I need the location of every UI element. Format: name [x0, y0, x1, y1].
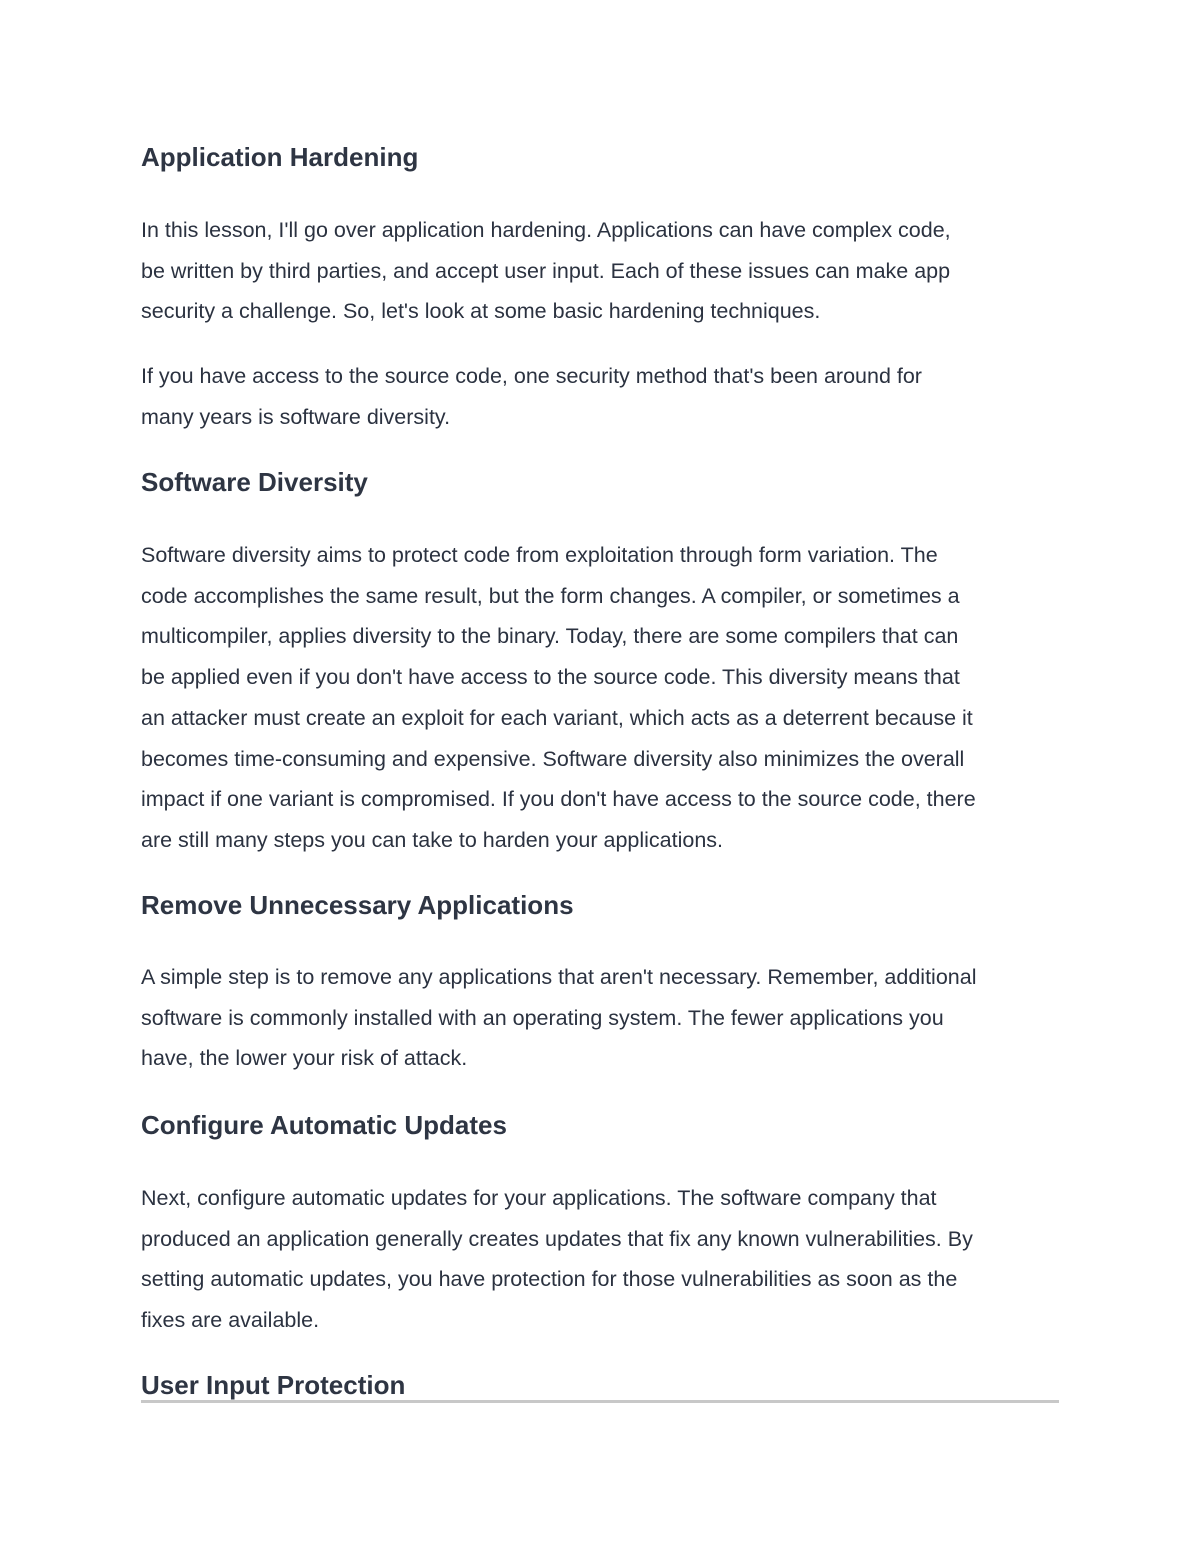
section-divider — [141, 1400, 1059, 1403]
heading-software-diversity: Software Diversity — [141, 467, 368, 497]
text-line: software is commonly installed with an operating system. The fewer applications you — [141, 1005, 944, 1030]
paragraph-intro — [141, 210, 951, 332]
heading-configure-automatic-updates: Configure Automatic Updates — [141, 1110, 507, 1140]
text-line: impact if one variant is compromised. If you don't have access to the source code, there — [141, 787, 976, 812]
paragraph-configure-updates — [141, 1178, 973, 1341]
text-line: In this lesson, I'll go over application hardening. Applications can have complex code, — [141, 218, 951, 242]
text-line: multicompiler, applies diversity to the binary. Today, there are some compilers that can — [141, 624, 959, 649]
text-line: code accomplishes the same result, but the form changes. A compiler, or sometimes a — [141, 583, 960, 608]
text-line: If you have access to the source code, one security method that's been around for — [141, 364, 922, 388]
paragraph-remove-unnecessary — [141, 957, 976, 1079]
text-line: produced an application generally creates updates that fix any known vulnerabilities. By — [141, 1226, 973, 1251]
text-line: many years is software diversity. — [141, 404, 451, 429]
text-line: be applied even if you don't have access to the source code. This diversity means that — [141, 665, 960, 690]
heading-user-input-protection: User Input Protection — [141, 1370, 406, 1400]
paragraph-source-code — [141, 356, 922, 437]
text-line: Next, configure automatic updates for your applications. The software company that — [141, 1186, 937, 1210]
text-line: becomes time-consuming and expensive. Software diversity also minimizes the overall — [141, 746, 965, 771]
text-line: fixes are available. — [141, 1308, 320, 1333]
text-line: A simple step is to remove any applications that aren't necessary. Remember, additional — [141, 965, 977, 989]
text-line: are still many steps you can take to harden your applications. — [141, 827, 724, 852]
text-line: security a challenge. So, let's look at some basic hardening techniques. — [141, 299, 821, 324]
heading-application-hardening: Application Hardening — [141, 142, 419, 172]
text-line: have, the lower your risk of attack. — [141, 1046, 468, 1071]
text-line: Software diversity aims to protect code from exploitation through form variation. The — [141, 543, 938, 567]
paragraph-software-diversity — [141, 535, 976, 861]
heading-remove-unnecessary-applications: Remove Unnecessary Applications — [141, 890, 574, 920]
text-line: setting automatic updates, you have protection for those vulnerabilities as soon as the — [141, 1267, 958, 1292]
text-line: be written by third parties, and accept user input. Each of these issues can make app — [141, 258, 951, 283]
text-line: an attacker must create an exploit for each variant, which acts as a deterrent because it — [141, 705, 973, 730]
